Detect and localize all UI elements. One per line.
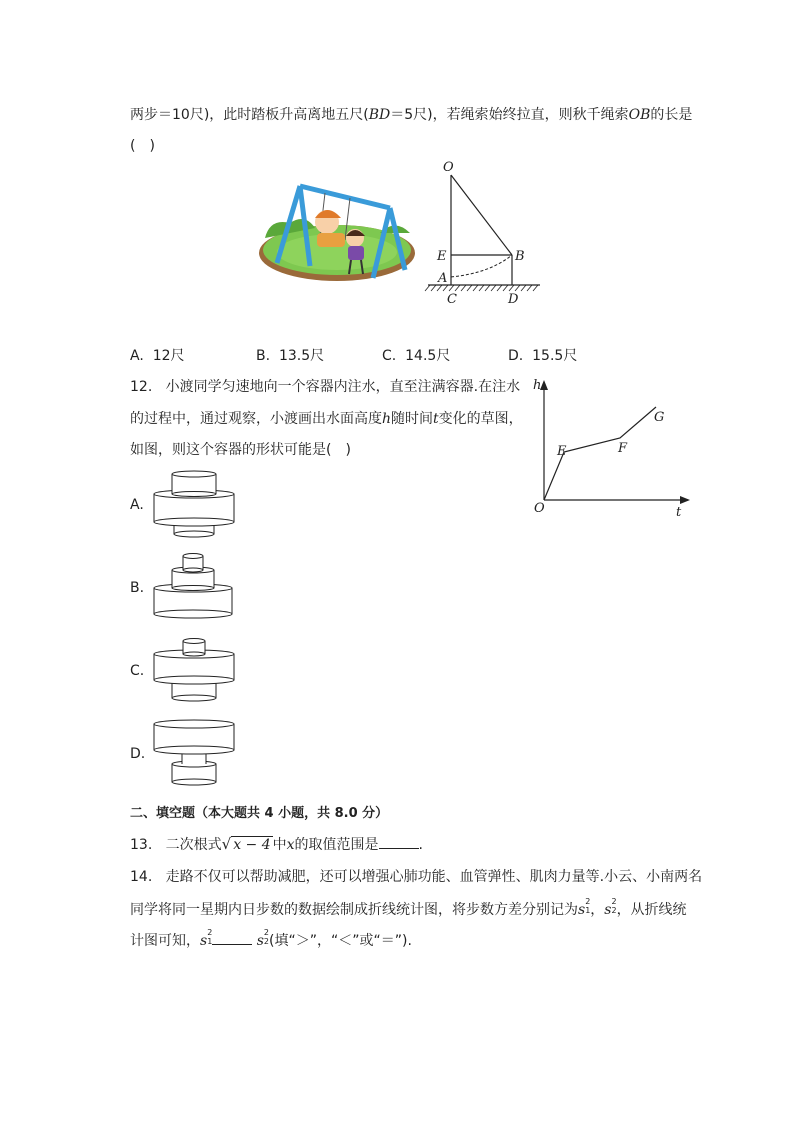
q13-radicand: x − 4 — [233, 837, 271, 853]
label-e: E — [437, 249, 447, 264]
q12-stem-line1: 12. 小渡同学匀速地向一个容器内注水，直至注满容器.在注水 — [130, 379, 521, 395]
label-a: A — [438, 271, 448, 286]
q12-option-b-container[interactable] — [152, 552, 236, 622]
q12-option-c-label[interactable]: C. — [130, 663, 145, 679]
graph-label-g: G — [654, 410, 665, 425]
q11-stem-line1 — [130, 104, 692, 124]
q13-stem: 13. 二次根式√ x − 4 中x的取值范围是 . — [130, 835, 423, 853]
graph-label-e: E — [557, 444, 567, 459]
q12-number: 12. — [130, 379, 153, 395]
q11-math-ob: OB — [628, 107, 651, 123]
q14-stem-line3: 计图可知，s2 1 s2 2(填“＞”，“＜”或“＝”). — [130, 928, 412, 949]
section-heading-fill-in: 二、填空题（本大题共 4 小题，共 8.0 分） — [130, 806, 389, 821]
swing-geometry-diagram — [420, 155, 550, 310]
q12-height-time-graph — [528, 372, 698, 522]
q14-number: 14. — [130, 869, 153, 885]
graph-label-h: h — [533, 378, 542, 393]
q13-number: 13. — [130, 837, 153, 853]
q14-stem-line1: 14. 走路不仅可以帮助减肥，还可以增强心肺功能、血管弹性、肌肉力量等.小云、小南两名 — [130, 869, 703, 885]
sqrt-symbol: √ — [221, 835, 232, 853]
q12-stem-line3: 如图，则这个容器的形状可能是( ) — [130, 442, 351, 458]
q11-option-a[interactable]: A. 12尺 — [130, 348, 185, 364]
swing-illustration — [255, 178, 420, 288]
label-o: O — [443, 160, 454, 175]
q12-stem-line2: 的过程中，通过观察，小渡画出水面高度h随时间t变化的草图， — [130, 411, 523, 427]
q11-text: 的长是 — [650, 107, 693, 123]
q11-option-b[interactable]: B. 13.5尺 — [256, 348, 325, 364]
graph-label-f: F — [618, 441, 628, 456]
q11-option-d[interactable]: D. 15.5尺 — [508, 348, 578, 364]
q12-option-c-container[interactable] — [152, 636, 236, 704]
q12-option-b-label[interactable]: B. — [130, 580, 145, 596]
q11-math-bd: BD — [368, 107, 391, 123]
q13-answer-blank[interactable] — [379, 834, 419, 849]
graph-label-t: t — [676, 505, 682, 520]
q11-text: 两步＝10尺)，此时踏板升高离地五尺( — [130, 107, 369, 123]
label-d: D — [508, 292, 519, 307]
q12-option-d-container[interactable] — [152, 718, 236, 788]
q12-option-a-label[interactable]: A. — [130, 497, 144, 513]
q11-option-c[interactable]: C. 14.5尺 — [382, 348, 451, 364]
label-c: C — [447, 292, 457, 307]
q14-stem-line2: 同学将同一星期内日步数的数据绘制成折线统计图，将步数方差分别记为s2 1，s2 2，从折线统 — [130, 897, 687, 918]
q12-option-a-container[interactable] — [152, 468, 236, 540]
q12-option-d-label[interactable]: D. — [130, 746, 146, 762]
q11-text: ＝5尺)，若绳索始终拉直，则秋千绳索 — [390, 107, 629, 123]
graph-label-o: O — [534, 501, 545, 516]
q11-answer-paren: ( ) — [130, 138, 155, 154]
label-b: B — [515, 249, 525, 264]
q14-answer-blank[interactable] — [212, 930, 252, 945]
